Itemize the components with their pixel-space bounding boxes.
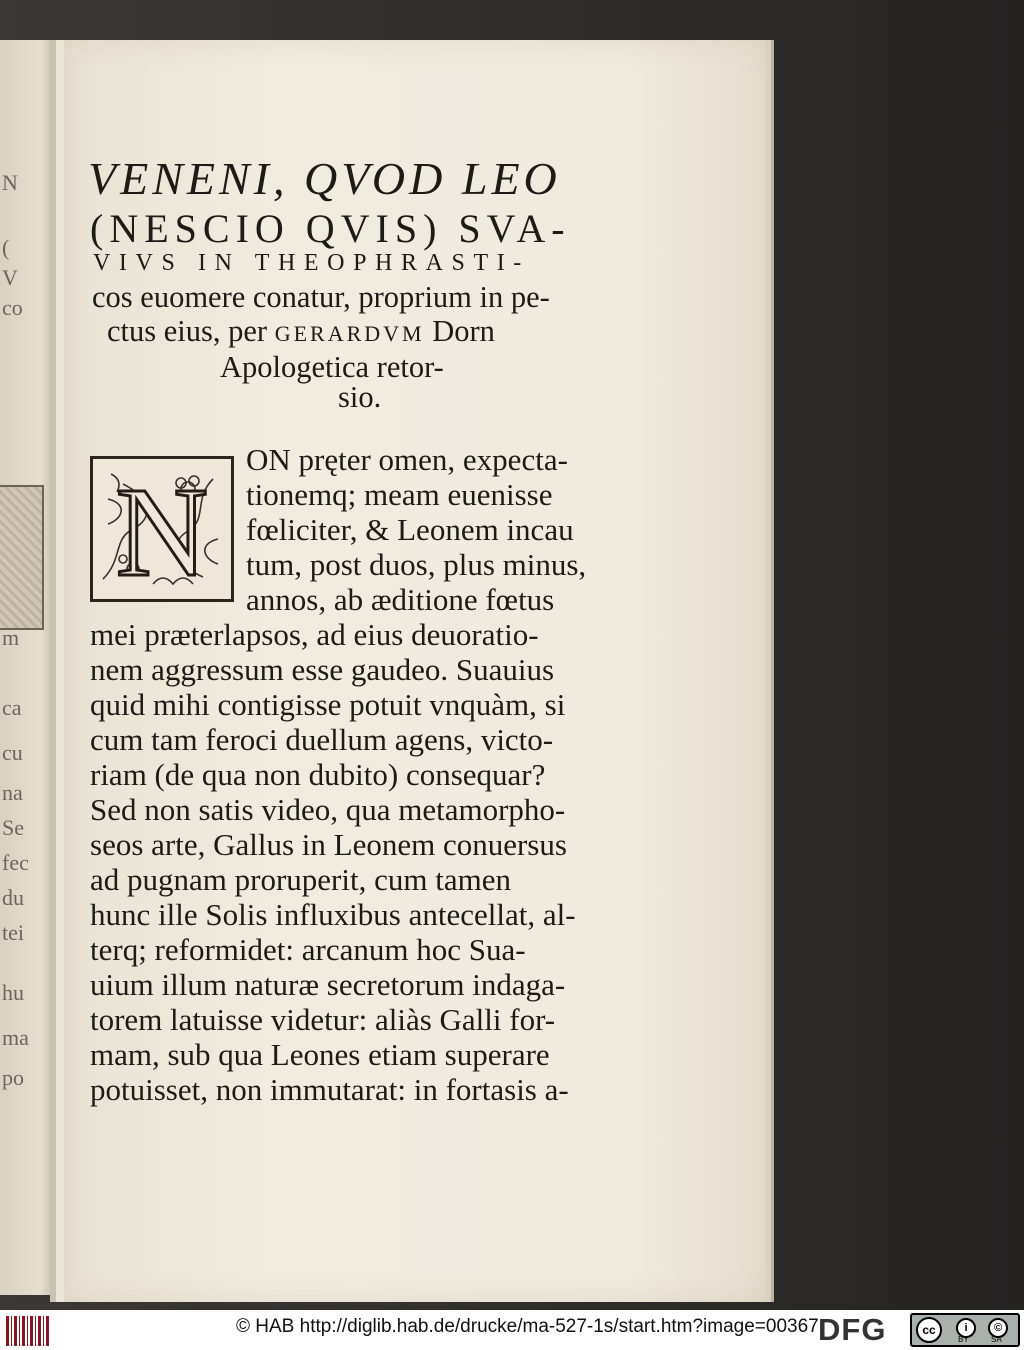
title-line-5 bbox=[107, 314, 495, 349]
body-line-13: ad pugnam proruperit, cum tamen bbox=[90, 862, 511, 897]
title-line-2: (NESCIO QVIS) SVA- bbox=[90, 206, 571, 251]
title-line-3: VIVS IN THEOPHRASTI- bbox=[93, 250, 530, 276]
previous-page-fragment: na bbox=[2, 780, 23, 805]
body-line-1: ON pręter omen, expecta- bbox=[246, 442, 568, 477]
previous-page-fragment: fec bbox=[2, 850, 29, 875]
previous-page-fragment: co bbox=[2, 295, 23, 320]
hab-barcode-logo bbox=[6, 1316, 50, 1346]
author-name: GERARDVM bbox=[274, 321, 425, 346]
previous-page-fragment: ( bbox=[2, 235, 10, 260]
body-line-10: riam (de qua non dubito) consequar? bbox=[90, 757, 546, 792]
body-line-5: annos, ab æditione fœtus bbox=[246, 582, 555, 617]
previous-page-fragment: ca bbox=[2, 695, 22, 720]
previous-page-fragment: Se bbox=[2, 815, 24, 840]
by-label: BY bbox=[958, 1335, 969, 1344]
title-line-4: cos euomere conatur, proprium in pe- bbox=[92, 280, 550, 314]
previous-page-fragment: ma bbox=[2, 1025, 29, 1050]
previous-page-fragment: tei bbox=[2, 920, 24, 945]
body-line-14: hunc ille Solis influxibus antecellat, al- bbox=[90, 897, 576, 932]
previous-page-woodcut bbox=[0, 485, 44, 630]
body-line-4: tum, post duos, plus minus, bbox=[246, 547, 587, 582]
previous-page-fragment: hu bbox=[2, 980, 24, 1005]
previous-page-fragment: cu bbox=[2, 740, 23, 765]
body-line-12: seos arte, Gallus in Leonem conuersus bbox=[90, 827, 567, 862]
previous-page-fragment: m bbox=[2, 625, 20, 650]
sa-icon: © bbox=[988, 1318, 1008, 1338]
previous-page-fragment: du bbox=[2, 885, 24, 910]
previous-page-fragment: po bbox=[2, 1065, 24, 1090]
cc-icon: cc bbox=[916, 1317, 942, 1343]
title-line-5-before: ctus eius, per bbox=[107, 314, 275, 348]
dfg-logo: DFG bbox=[818, 1312, 887, 1347]
body-line-19: potuisset, non immutarat: in fortasis a- bbox=[90, 1072, 569, 1107]
body-line-8: quid mihi contigisse potuit vnquàm, si bbox=[90, 687, 566, 722]
body-line-9: cum tam feroci duellum agens, victo- bbox=[90, 722, 554, 757]
decorated-initial-art bbox=[93, 459, 231, 599]
by-icon: i bbox=[956, 1318, 976, 1338]
page-edge-left-inner bbox=[56, 40, 64, 1302]
cc-license-badge[interactable] bbox=[910, 1313, 1020, 1347]
title-line-5-after: Dorn bbox=[424, 314, 495, 348]
body-line-18: mam, sub qua Leones etiam superare bbox=[90, 1037, 550, 1072]
copyright-link[interactable]: © HAB http://diglib.hab.de/drucke/ma-527-1s/start.htm?image=00367 bbox=[236, 1316, 819, 1337]
body-line-15: terq; reformidet: arcanum hoc Sua- bbox=[90, 932, 526, 967]
decorated-initial bbox=[90, 456, 234, 602]
title-line-6: Apologetica retor- bbox=[220, 350, 444, 384]
body-line-16: uium illum naturæ secretorum indaga- bbox=[90, 967, 566, 1002]
body-line-11: Sed non satis video, qua metamorpho- bbox=[90, 792, 566, 827]
body-line-2: tionemq; meam euenisse bbox=[246, 477, 553, 512]
initial-letter: N bbox=[115, 461, 209, 599]
title-line-1: VENENI, QVOD LEO bbox=[88, 153, 561, 204]
body-line-17: torem latuisse videtur: aliàs Galli for- bbox=[90, 1002, 556, 1037]
title-line-7: sio. bbox=[338, 380, 382, 414]
previous-page-fragment: V bbox=[2, 265, 18, 290]
page-edge-right-outer bbox=[771, 40, 774, 1302]
previous-page-fragment: N bbox=[2, 170, 18, 195]
body-line-7: nem aggressum esse gaudeo. Suauius bbox=[90, 652, 555, 687]
body-line-3: fœliciter, & Leonem incau bbox=[246, 512, 574, 547]
sa-label: SA bbox=[991, 1335, 1002, 1344]
body-line-6: mei præterlapsos, ad eius deuoratio- bbox=[90, 617, 539, 652]
